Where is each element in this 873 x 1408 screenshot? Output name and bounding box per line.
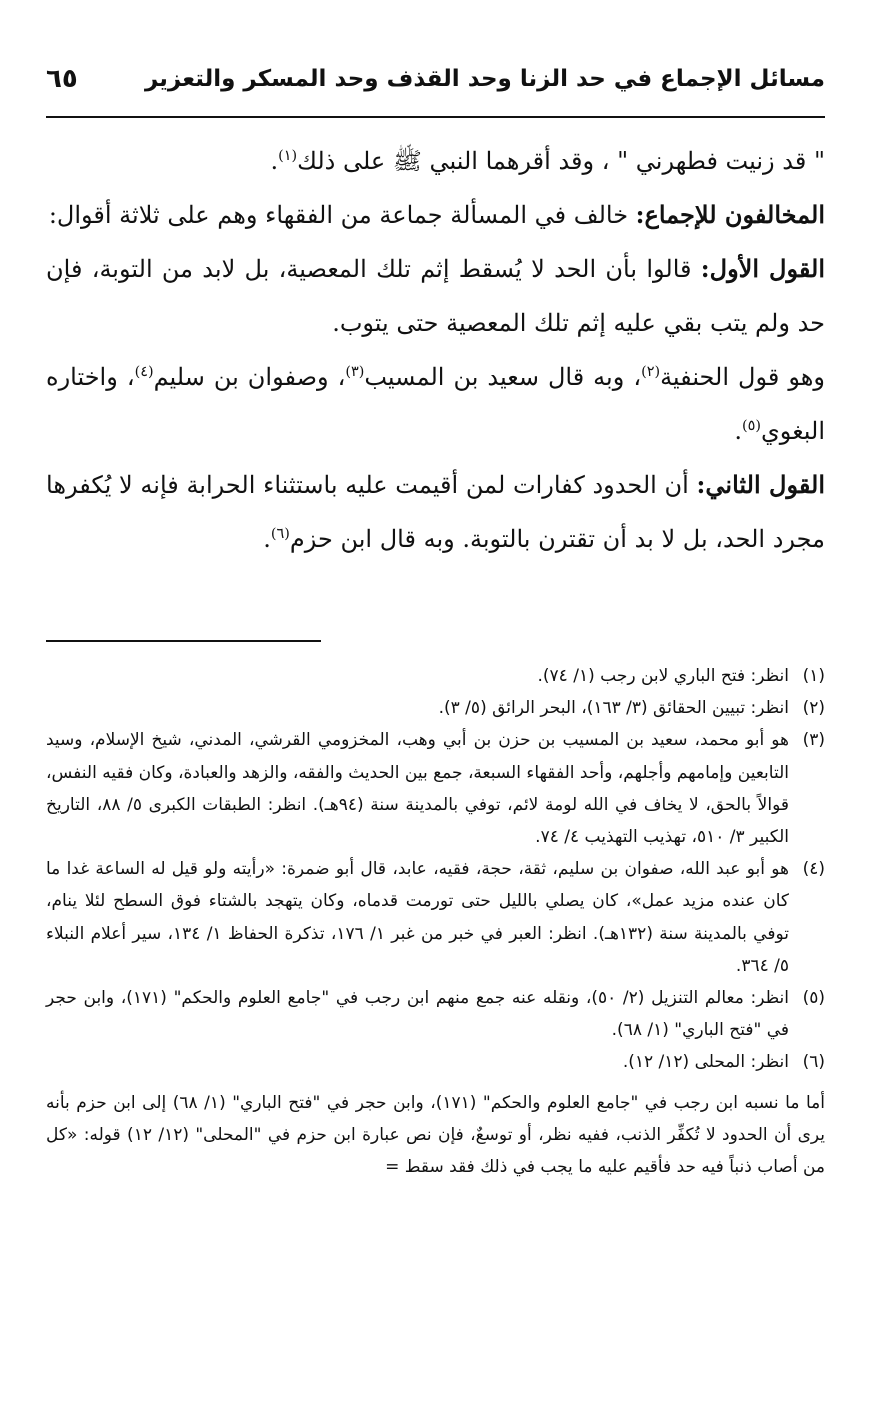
footnote-3: (٣) هو أبو محمد، سعيد بن المسيب بن حزن بن أبي وهب، المخزومي القرشي، المدني، شيخ الإسلام، وسيد التابعين وإمامهم وأجلهم، وأحد الفقهاء السبعة، جمع بين الحديث والفقه، والزهد والعبادة، وكان فقيه النفس، قوالاً بالحق، لا يخاف في الله لومة لائم، توفي بالمدينة سنة (٩٤هـ). انظر: الطبقات الكبرى ٥/ ٨٨، التاريخ الكبير ٣/ ٥١٠، تهذيب التهذيب ٤/ ٧٤. — [46, 730, 825, 848]
heading-first-opinion: القول الأول: — [700, 254, 825, 283]
footnote-ref-4: (٤) — [134, 364, 154, 380]
main-text — [46, 134, 825, 566]
running-header — [46, 58, 825, 100]
footnote-ref-3: (٣) — [345, 364, 365, 380]
footnote-ref-1: (١) — [278, 148, 298, 164]
footnote-ref-5: (٥) — [742, 418, 762, 434]
footnote-5: (٥) انظر: معالم التنزيل (٢/ ٥٠)، ونقله عنه جمع منهم ابن رجب في "جامع العلوم والحكم" (١٧١)، وابن حجر في "فتح الباري" (١/ ٦٨). — [46, 988, 825, 1041]
footnote-2: (٢) انظر: تبيين الحقائق (٣/ ١٦٣)، البحر الرائق (٥/ ٣). — [438, 698, 825, 719]
heading-opponents: المخالفون للإجماع: — [635, 200, 825, 229]
paragraph-opponents: المخالفون للإجماع: خالف في المسألة جماعة من الفقهاء وهم على ثلاثة أقوال: — [48, 200, 825, 229]
page-number: ٦٥ — [46, 64, 78, 94]
paragraph-first-opinion-proponents: وهو قول الحنفية$^{(٢)}$، وبه قال سعيد بن المسيب$^{(٣)}$، وصفوان بن سليم$^{(٤)}$، واختاره البغوي$^{(٥)}$. — [46, 363, 826, 445]
header-rule — [46, 116, 825, 118]
footnote-1: (١) انظر: فتح الباري لابن رجب (١/ ٧٤). — [537, 666, 825, 686]
footnote-ref-6: (٦) — [270, 526, 290, 542]
footnote-6: (٦) انظر: المحلى (١٢/ ١٢). — [622, 1052, 825, 1073]
paragraph-first-opinion: القول الأول: قالوا بأن الحد لا يُسقط إثم تلك المعصية، بل لابد من التوبة، فإن حد ولم يتب بقي عليه إثم تلك المعصية حتى يتوب. — [46, 254, 825, 337]
paragraph-1: " قد زنيت فطهرني " ، وقد أقرهما النبي ﷺ على ذلك$^{(١)}$. — [270, 147, 825, 175]
running-title: مسائل الإجماع في حد الزنا وحد القذف وحد المسكر والتعزير — [144, 66, 825, 92]
footnote-4: (٤) هو أبو عبد الله، صفوان بن سليم، ثقة، حجة، فقيه، عابد، قال أبو ضمرة: «رأيته ولو قيل له الساعة غدا ما كان عنده مزيد عمل»، كان يصلي بالليل حتى تورمت قدماه، وكان يتهجد بالشتاء فوق السطح لئلا ينام، توفي بالمدينة سنة (١٣٢هـ). انظر: العبر في خبر من غبر ١/ ١٧٦، تذكرة الحفاظ ١/ ١٣٤، سير أعلام النبلاء ٥/ ٣٦٤. — [46, 859, 825, 976]
footnote-continuation: أما ما نسبه ابن رجب في "جامع العلوم والحكم" (١٧١)، وابن حجر في "فتح الباري" (١/ ٦٨) إلى ابن حزم بأنه يرى أن الحدود لا تُكفِّر الذنب، ففيه نظر، أو توسعٌ، فإن نص عبارة ابن حزم في "المحلى" (١٢/ ١٢) قوله: «كل من أصاب ذنباً فيه حد فأقيم عليه ما يجب في ذلك فقد سقط = — [46, 1092, 825, 1178]
footnote-ref-2: (٢) — [641, 364, 661, 380]
paragraph-second-opinion: القول الثاني: أن الحدود كفارات لمن أقيمت عليه باستثناء الحرابة فإنه لا يُكفرها مجرد الحد، بل لا بد أن تقترن بالتوبة. وبه قال ابن حزم$^{(٦)}$. — [46, 470, 826, 553]
heading-second-opinion: القول الثاني: — [696, 470, 826, 499]
footnote-separator — [46, 640, 321, 642]
footnotes — [46, 660, 825, 1183]
